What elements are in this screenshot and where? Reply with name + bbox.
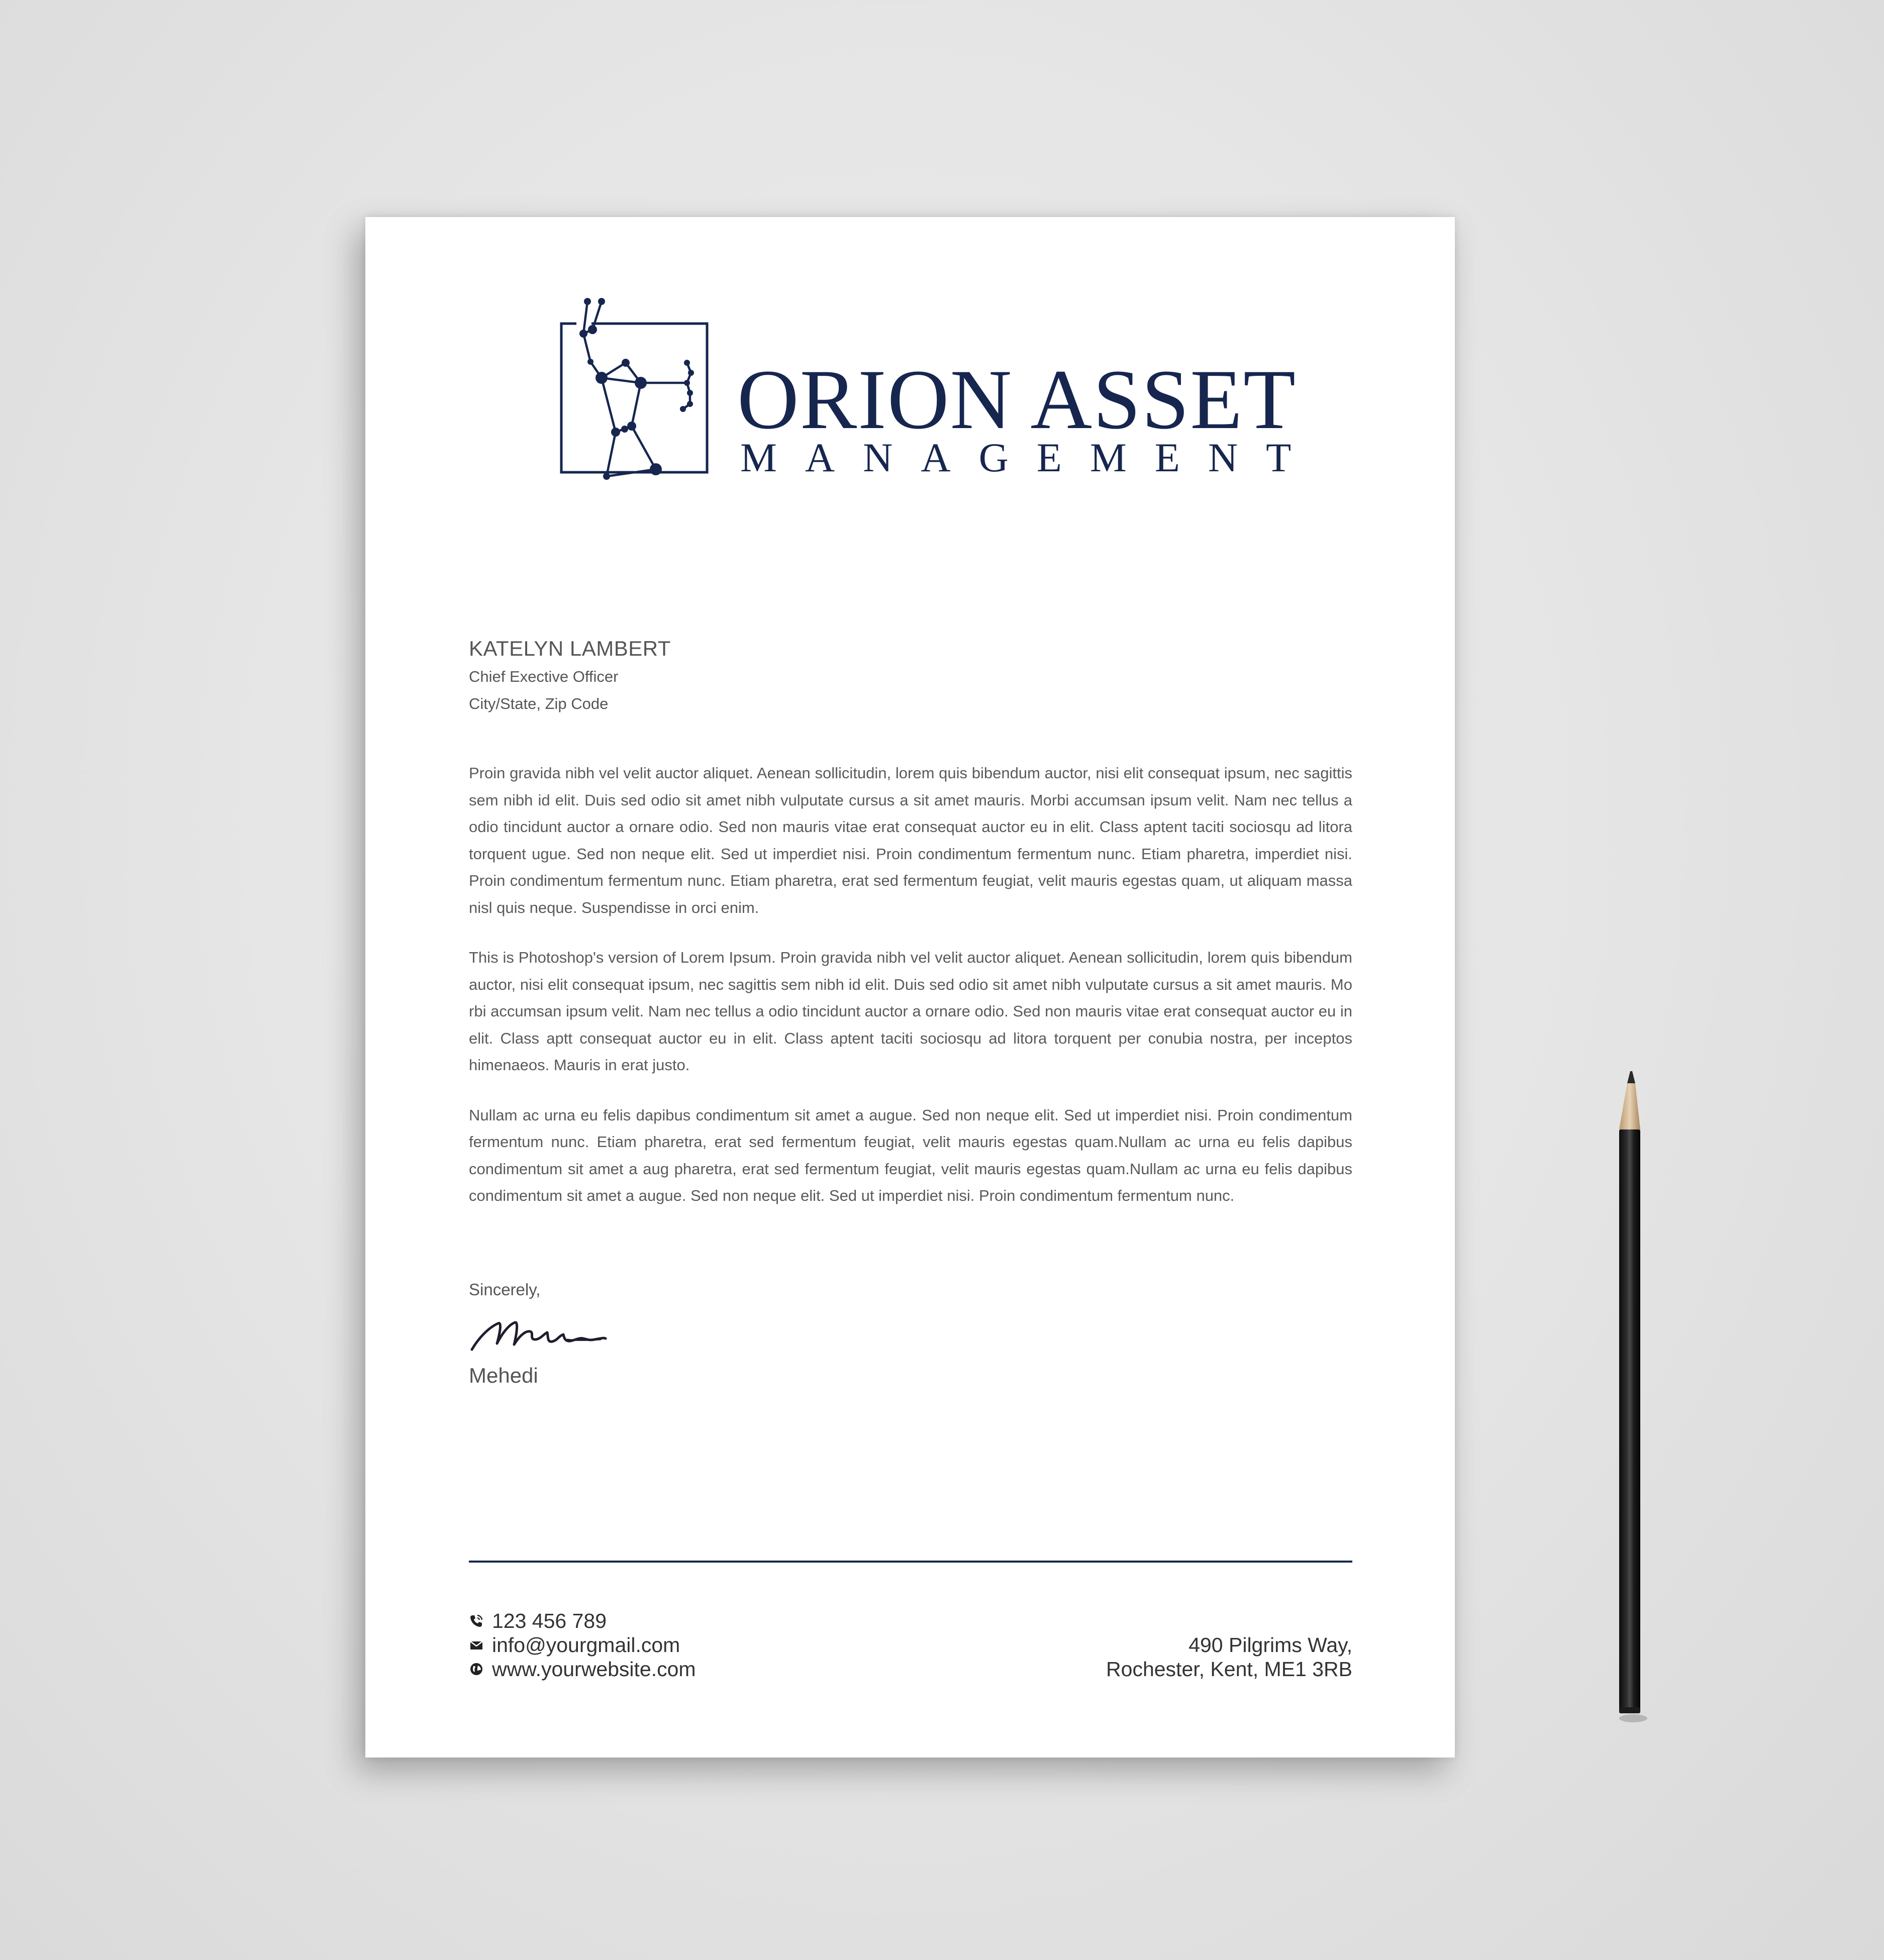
body-paragraph: Proin gravida nibh vel velit auctor aliquet. Aenean sollicitudin, lorem quis bibendum auctor, nisi elit consequat ipsum, nec sagittis sem nibh id elit. Duis sed odio sit amet nibh vulputate cursus a sit amet mauris. Morbi accumsan ipsum velit. Nam nec tellus a odio tincidunt auctor a ornare odio. Sed non mauris vitae erat consequat auctor eu in elit. Class aptent taciti sociosqu ad litora torquent ugue. Sed non neque elit. Sed ut imperdiet nisi. Proin condimentum fermentum nunc. Etiam pharetra, imperdiet nisi. Proin condimentum fermentum nunc. Etiam pharetra, erat sed fermentum feugiat, velit mauris egestas quam, ut aliquam massa nisl quis neque. Suspendisse in orci enim. [469, 764, 1352, 916]
signer-name: Mehedi [469, 1364, 538, 1387]
globe-icon [469, 1662, 484, 1677]
recipient-block [469, 634, 671, 717]
phone-icon [469, 1613, 484, 1628]
company-name: ORION ASSET [737, 352, 1297, 447]
letter-body [469, 760, 1352, 1232]
closing-salutation: Sincerely, [469, 1280, 541, 1299]
closing-block [469, 1277, 610, 1391]
company-subtitle: MANAGEMENT [740, 435, 1320, 480]
footer-divider [469, 1561, 1352, 1563]
company-logo [556, 297, 1320, 488]
contact-website [469, 1657, 696, 1681]
mail-icon [469, 1637, 484, 1653]
phone-number: 123 456 789 [492, 1609, 607, 1632]
mailing-address [1106, 1633, 1352, 1681]
body-paragraph: This is Photoshop's version of Lorem Ipsum. Proin gravida nibh vel velit auctor aliquet. Aenean sollicitudin, lorem quis bibendum auctor, nisi elit consequat ipsum, nec sagittis sem nibh id elit. Duis sed odio sit amet nibh vulputate cursus a sit amet mauris. Mo rbi accumsan ipsum velit. Nam nec tellus a odio tincidunt auctor a ornare odio. Sed non mauris vitae erat consequat auctor eu in elit. Class aptt consequat auctor eu in elit. Class aptent taciti sociosqu ad litora torquent per conubia nostra, per inceptos himenaeos. Mauris in erat justo. [469, 949, 1352, 1074]
address-line-2: Rochester, Kent, ME1 3RB [1106, 1658, 1352, 1681]
address-line-1: 490 Pilgrims Way, [1188, 1633, 1352, 1657]
contact-email [469, 1633, 696, 1657]
website-url: www.yourwebsite.com [492, 1657, 696, 1681]
recipient-name: KATELYN LAMBERT [469, 637, 671, 660]
orion-constellation-logo-mark [556, 297, 717, 488]
pencil-prop [1608, 1065, 1653, 1728]
contact-info [469, 1609, 696, 1681]
letterhead-paper [365, 217, 1455, 1758]
contact-phone [469, 1609, 696, 1633]
email-address: info@yourgmail.com [492, 1633, 680, 1657]
recipient-location: City/State, Zip Code [469, 695, 609, 712]
recipient-title: Chief Exective Officer [469, 668, 619, 685]
handwritten-signature [469, 1307, 610, 1358]
body-paragraph: Nullam ac urna eu felis dapibus condimentum sit amet a augue. Sed non neque elit. Sed ut imperdiet nisi. Proin condimentum fermentum nunc. Etiam pharetra, erat sed fermentum feugiat, velit mauris egestas quam.Nullam ac urna eu felis dapibus condimentum sit amet a aug pharetra, erat sed fermentum feugiat, velit mauris egestas quam.Nullam ac urna eu felis dapibus condimentum sit amet a augue. Sed non neque elit. Sed ut imperdiet nisi. Proin condimentum fermentum nunc. [469, 1106, 1352, 1204]
